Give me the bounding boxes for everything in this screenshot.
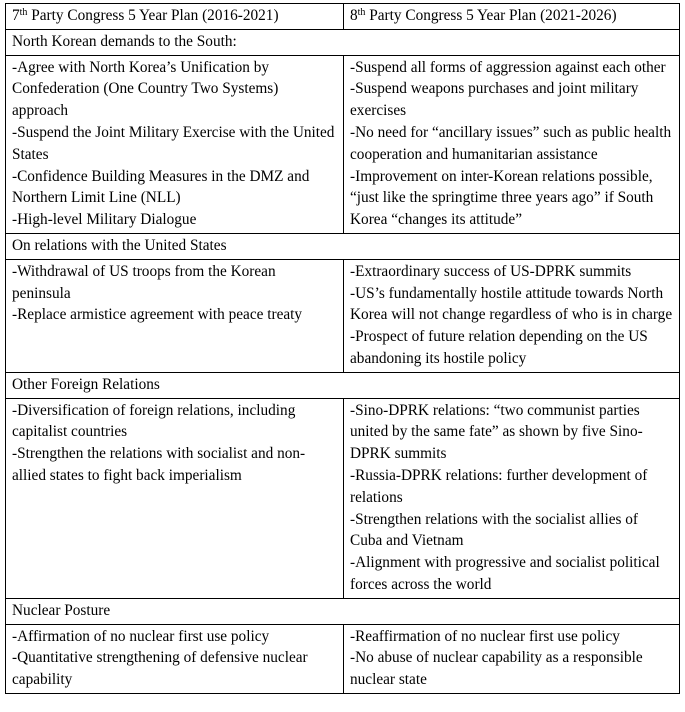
section-title-row <box>6 233 680 259</box>
plan8-cell <box>344 624 680 693</box>
list-item: -Extraordinary success of US-DPRK summits <box>350 262 632 280</box>
list-item: -Strengthen relations with the socialist allies of Cuba and Vietnam <box>350 510 639 550</box>
section-content-row <box>6 398 680 598</box>
list-item: -Strengthen the relations with socialist and non-allied states to fight back imperialism <box>12 445 306 484</box>
plan8-cell <box>344 398 680 598</box>
section-title-row <box>6 598 680 624</box>
list-item: -Suspend the Joint Military Exercise with the United States <box>12 123 335 163</box>
list-item: -Confidence Building Measures in the DMZ and Northern Limit Line (NLL) <box>12 167 310 207</box>
list-item: -Quantitative strengthening of defensive nuclear capability <box>12 649 308 689</box>
plan8-cell <box>344 259 680 372</box>
section-title: North Korean demands to the South: <box>6 29 680 55</box>
list-item: -Diversification of foreign relations, including capitalist countries <box>12 401 296 441</box>
list-item: -Reaffirmation of no nuclear first use policy <box>350 627 620 645</box>
plan8-cell <box>344 55 680 233</box>
list-item: -Agree with North Korea’s Unification by Confederation (One Country Two Systems) approach <box>12 58 279 120</box>
section-title-row <box>6 29 680 55</box>
section-content-row <box>6 55 680 233</box>
plan7-cell <box>6 624 344 693</box>
plan7-cell <box>6 259 344 372</box>
section-title-row <box>6 372 680 398</box>
header-row <box>6 4 680 30</box>
section-title: On relations with the United States <box>6 233 680 259</box>
list-item: -Affirmation of no nuclear first use policy <box>12 627 270 645</box>
list-item: -High-level Military Dialogue <box>12 211 197 229</box>
list-item: -Russia-DPRK relations: further development of relations <box>350 466 648 506</box>
list-item: -Improvement on inter-Korean relations possible, “just like the springtime three years ago” if South Korea “changes its attitude” <box>350 167 654 229</box>
section-title: Nuclear Posture <box>6 598 680 624</box>
comparison-table <box>5 3 680 694</box>
list-item: -No need for “ancillary issues” such as public health cooperation and humanitarian assistance <box>350 123 672 163</box>
header-8th-plan: 8th Party Congress 5 Year Plan (2021-2026) <box>344 4 680 30</box>
list-item: -Sino-DPRK relations: “two communist parties united by the same fate” as shown by five Sino-DPRK summits <box>350 401 643 463</box>
section-title: Other Foreign Relations <box>6 372 680 398</box>
section-content-row <box>6 624 680 693</box>
plan7-cell <box>6 398 344 598</box>
list-item: -Suspend weapons purchases and joint military exercises <box>350 80 639 120</box>
list-item: -No abuse of nuclear capability as a responsible nuclear state <box>350 649 643 689</box>
plan7-cell <box>6 55 344 233</box>
list-item: -Prospect of future relation depending on the US abandoning its hostile policy <box>350 328 648 367</box>
list-item: -Withdrawal of US troops from the Korean peninsula <box>12 262 276 302</box>
section-content-row <box>6 259 680 372</box>
list-item: -Replace armistice agreement with peace treaty <box>12 306 303 324</box>
list-item: -US’s fundamentally hostile attitude towards North Korea will not change regardless of who is in charge <box>350 284 673 324</box>
list-item: -Alignment with progressive and socialist political forces across the world <box>350 554 660 593</box>
list-item: -Suspend all forms of aggression against each other <box>350 58 666 76</box>
header-7th-plan: 7th Party Congress 5 Year Plan (2016-2021) <box>6 4 344 30</box>
